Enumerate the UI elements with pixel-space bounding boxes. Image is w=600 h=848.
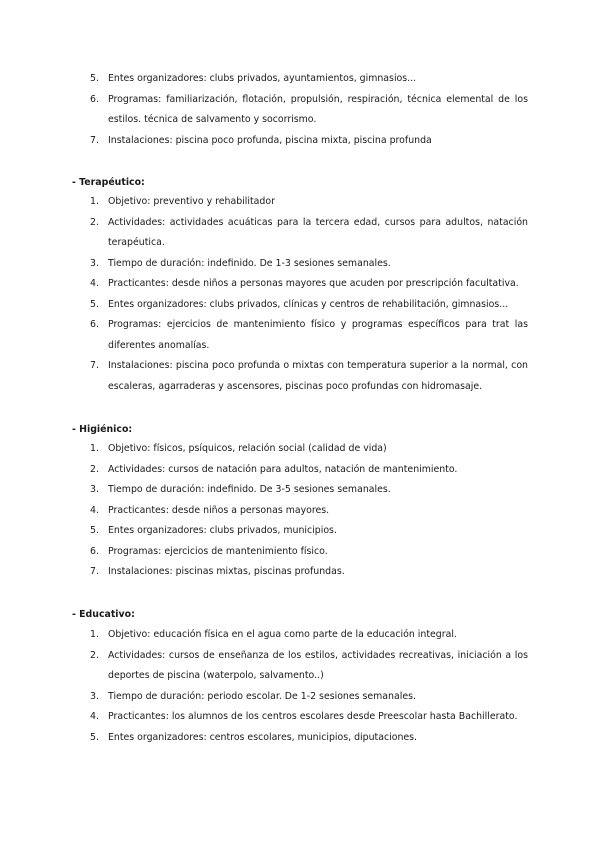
list-item: 5. Entes organizadores: clubs privados, clínicas y centros de rehabilitación, gimnasios... (90, 298, 509, 310)
list-higienico (0, 439, 600, 583)
list-continuation (0, 69, 600, 151)
list-educativo (0, 625, 600, 748)
list-item: 4. Practicantes: los alumnos de los centros escolares desde Preescolar hasta Bachillerato. (90, 711, 518, 722)
list-item: 6. Programas: familiarización, flotación, propulsión, respiración, técnica elemental de los estilos. técnica de salvamento y socorrismo. (90, 93, 528, 125)
list-item: 3. Tiempo de duración: indefinido. De 1-3 sesiones semanales. (90, 257, 391, 269)
list-item: 5. Entes organizadores: clubs privados, ayuntamientos, gimnasios... (90, 73, 417, 84)
list-item: 2. Actividades: cursos de enseñanza de los estilos, actividades recreativas, iniciación a los deportes de piscina (waterpolo, salvamento..) (90, 649, 528, 681)
list-item: 3. Tiempo de duración: periodo escolar. De 1-2 sesiones semanales. (90, 690, 416, 702)
list-item: 6. Programas: ejercicios de mantenimiento físico. (90, 545, 328, 557)
section-heading-higienico: - Higiénico: (72, 424, 133, 435)
section-heading-educativo: - Educativo: (72, 609, 135, 620)
section-heading-terapeutico: - Terapéutico: (72, 177, 145, 188)
list-item: 1. Objetivo: educación física en el agua como parte de la educación integral. (90, 629, 457, 640)
list-item: 4. Practicantes: desde niños a personas mayores que acuden por prescripción facultativa. (90, 278, 519, 289)
list-item: 1. Objetivo: físicos, psíquicos, relación social (calidad de vida) (90, 443, 387, 454)
list-terapeutico (0, 192, 600, 397)
list-item: 6. Programas: ejercicios de mantenimiento físico y programas específicos para trat las diferentes anomalías. (90, 319, 528, 351)
list-item: 3. Tiempo de duración: indefinido. De 3-5 sesiones semanales. (90, 484, 391, 495)
list-item: 7. Instalaciones: piscinas mixtas, piscinas profundas. (90, 566, 345, 577)
list-item: 1. Objetivo: preventivo y rehabilitador (90, 196, 275, 207)
list-item: 7. Instalaciones: piscina poco profunda, piscina mixta, piscina profunda (90, 134, 432, 146)
list-item: 2. Actividades: actividades acuáticas para la tercera edad, cursos para adultos, natación terapéutica. (90, 216, 528, 248)
list-item: 4. Practicantes: desde niños a personas mayores. (90, 504, 330, 516)
list-item: 2. Actividades: cursos de natación para adultos, natación de mantenimiento. (90, 463, 458, 475)
list-item: 5. Entes organizadores: centros escolares, municipios, diputaciones. (90, 731, 418, 743)
list-item: 7. Instalaciones: piscina poco profunda o mixtas con temperatura superior a la normal, con escaleras, agarraderas y ascensores, piscinas poco profundas con hidromasaje. (90, 360, 528, 392)
list-item: 5. Entes organizadores: clubs privados, municipios. (90, 525, 337, 536)
